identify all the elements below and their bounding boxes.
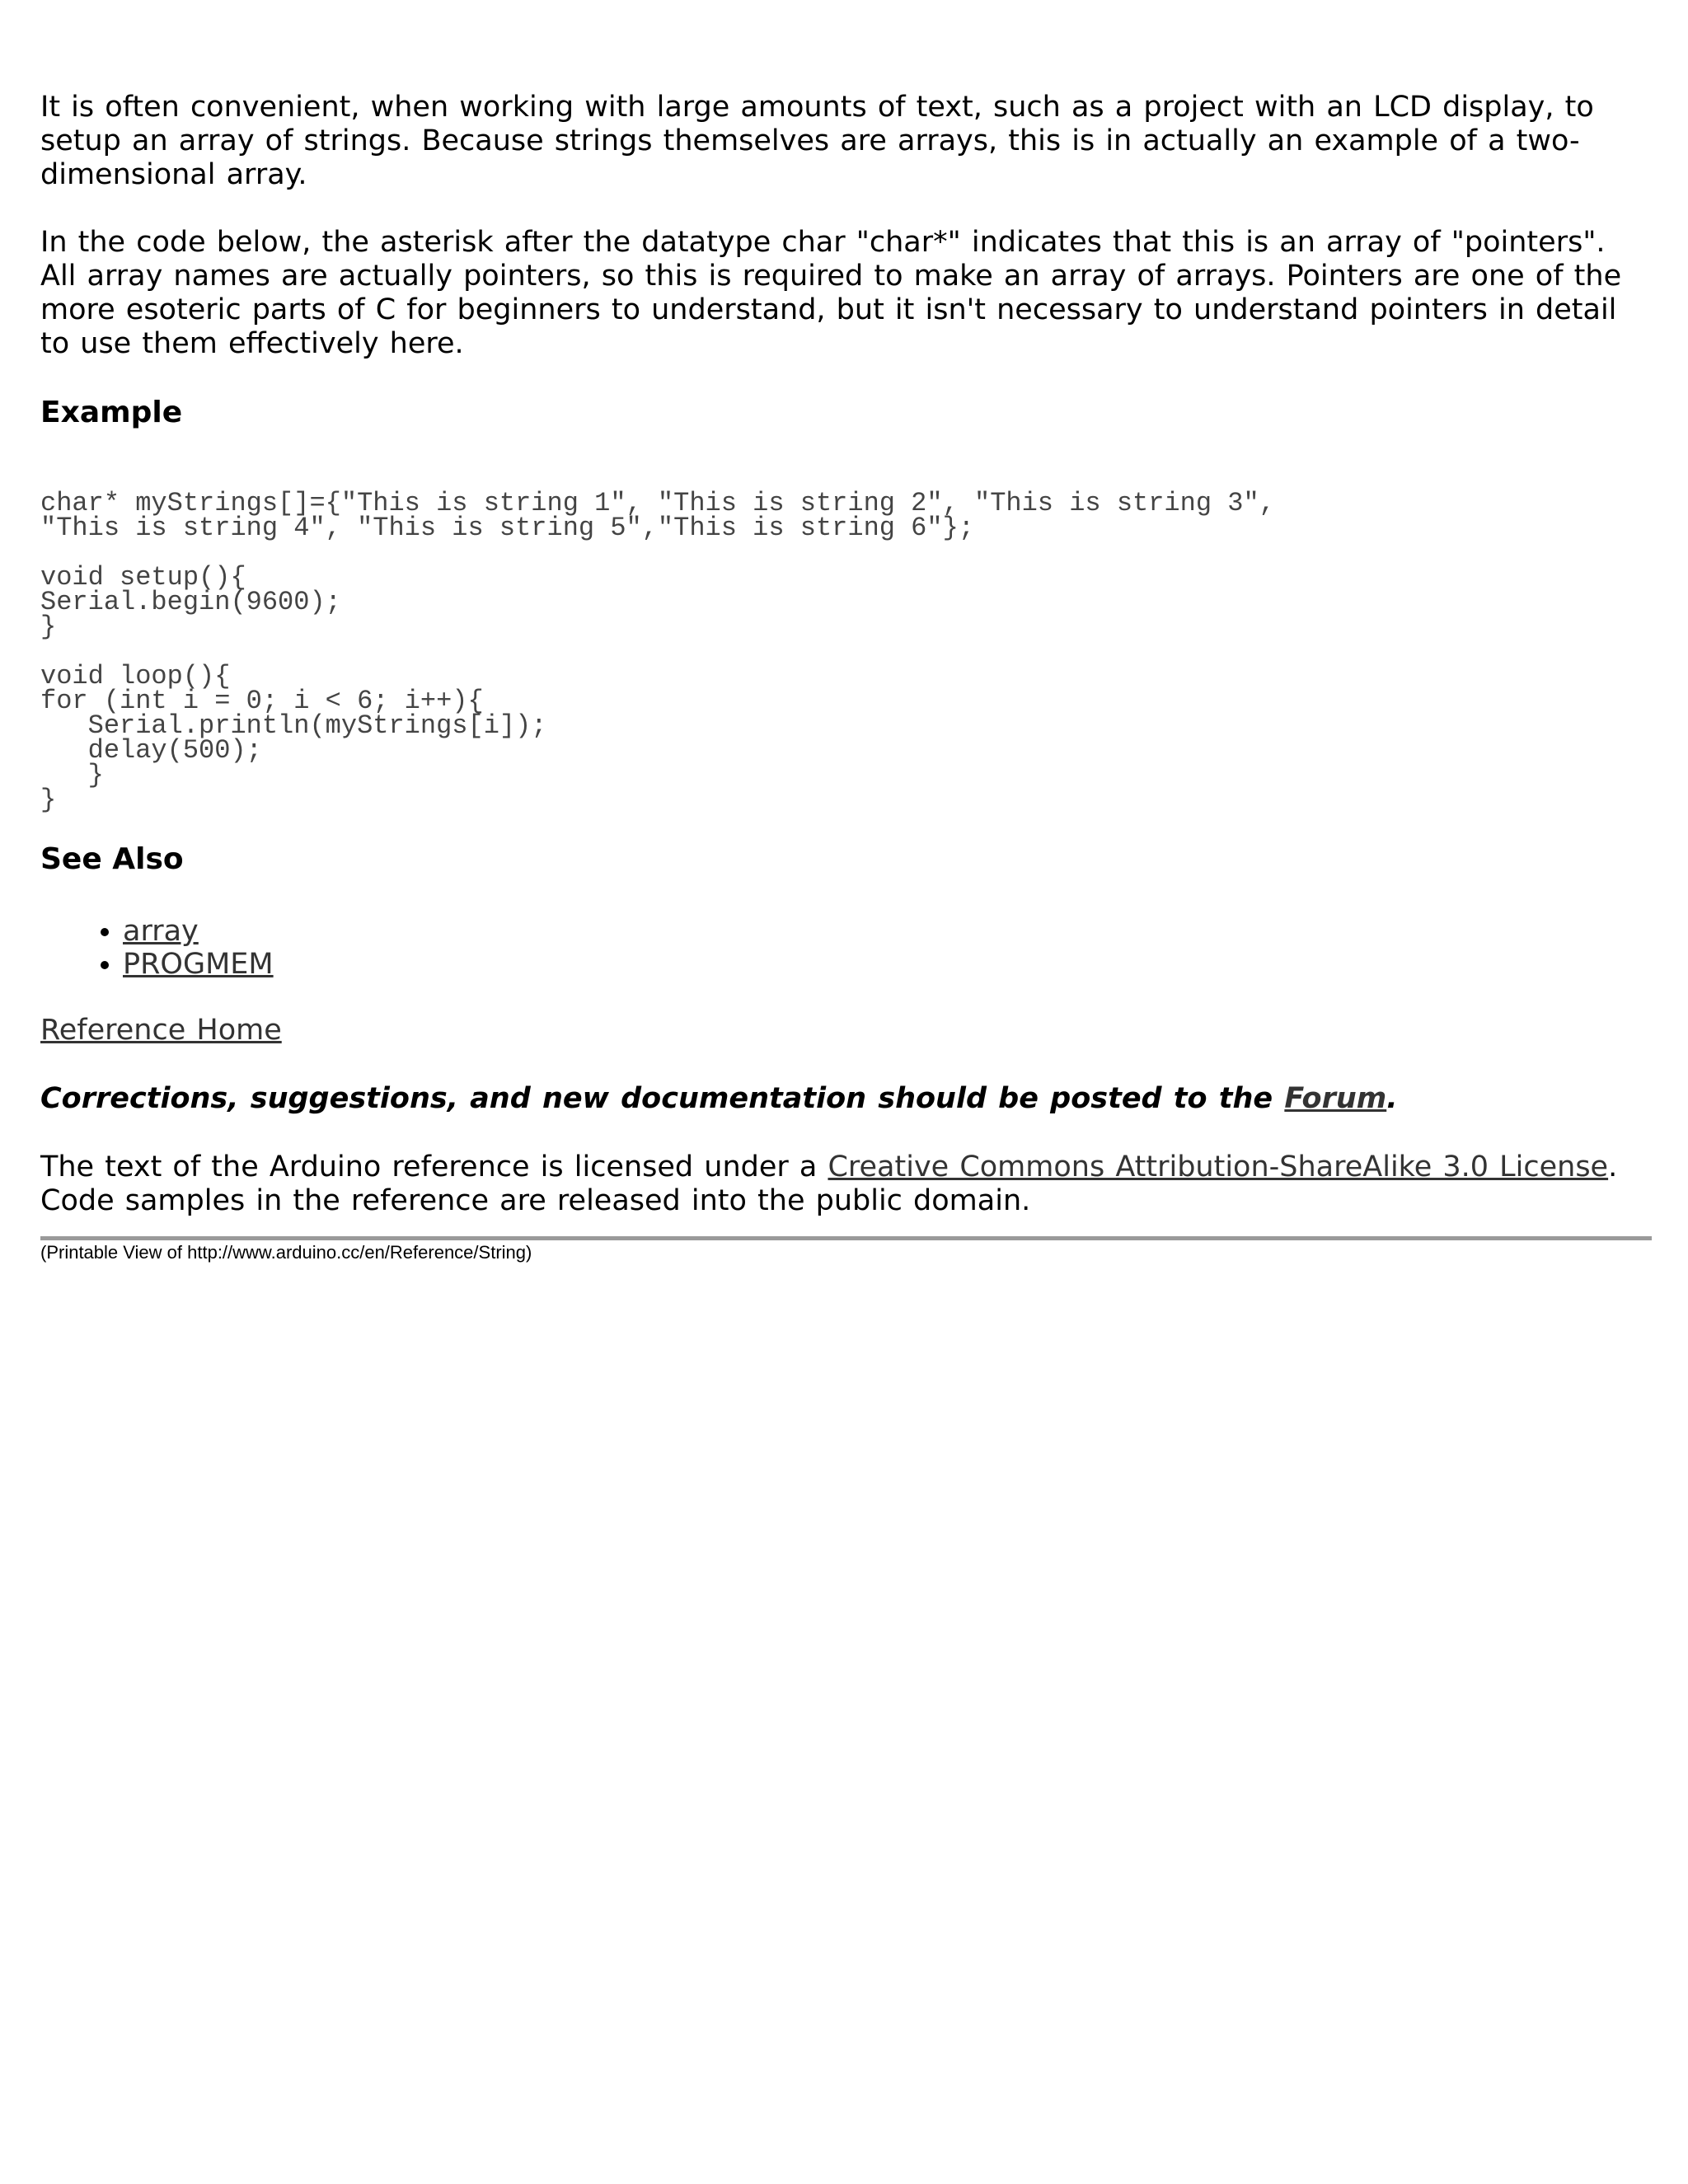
intro-paragraph-1: It is often convenient, when working with large amounts of text, such as a project with an LCD display, to setup an array of strings. Because strings themselves are arrays, this is in actually an example of a two-dimensional array. [40, 91, 1594, 191]
license-note [40, 1151, 1652, 1218]
intro-paragraph-2: In the code below, the asterisk after the datatype char "char*" indicates that this is an array of "pointers". All array names are actually pointers, so this is required to make an array of arrays. Pointers are one of the more esoteric parts of C for beginners to understand, but it isn't necessary to understand pointers in detail to use them effectively here. [40, 226, 1622, 360]
corrections-text: Corrections, suggestions, and new documentation should be posted to the [40, 1082, 1285, 1115]
reference-home-link[interactable]: Reference Home [40, 1014, 282, 1047]
corrections-note [40, 1082, 1652, 1116]
license-prefix: The text of the Arduino reference is licensed under a [40, 1151, 828, 1183]
forum-link[interactable]: Forum [1284, 1082, 1387, 1115]
corrections-end: . [1386, 1082, 1398, 1115]
list-item [123, 948, 1652, 981]
license-link[interactable]: Creative Commons Attribution-ShareAlike 3.0 License [828, 1151, 1609, 1183]
example-heading: Example [40, 396, 183, 429]
footer-divider [40, 1236, 1652, 1240]
array-link[interactable]: array [123, 915, 199, 948]
reference-home-paragraph [40, 1014, 1652, 1047]
list-item [123, 915, 1652, 948]
see-also-heading: See Also [40, 842, 184, 876]
reference-page [40, 91, 1652, 1263]
printable-view-note: (Printable View of http://www.arduino.cc/en/Reference/String) [40, 1242, 532, 1263]
license-suffix: . Code samples in the reference are released into the public domain. [40, 1151, 1618, 1217]
code-example: char* myStrings[]={"This is string 1", "This is string 2", "This is string 3", "This is string 4", "This is string 5","This is string 6"}; void setup(){ Serial.begin(9600); } void loop(){ for (int i = 0; i < 6; i++){ Serial.println(myStrings[i]); delay(500); } } [40, 488, 1275, 815]
see-also-list [40, 915, 1652, 981]
progmem-link[interactable]: PROGMEM [123, 948, 274, 981]
